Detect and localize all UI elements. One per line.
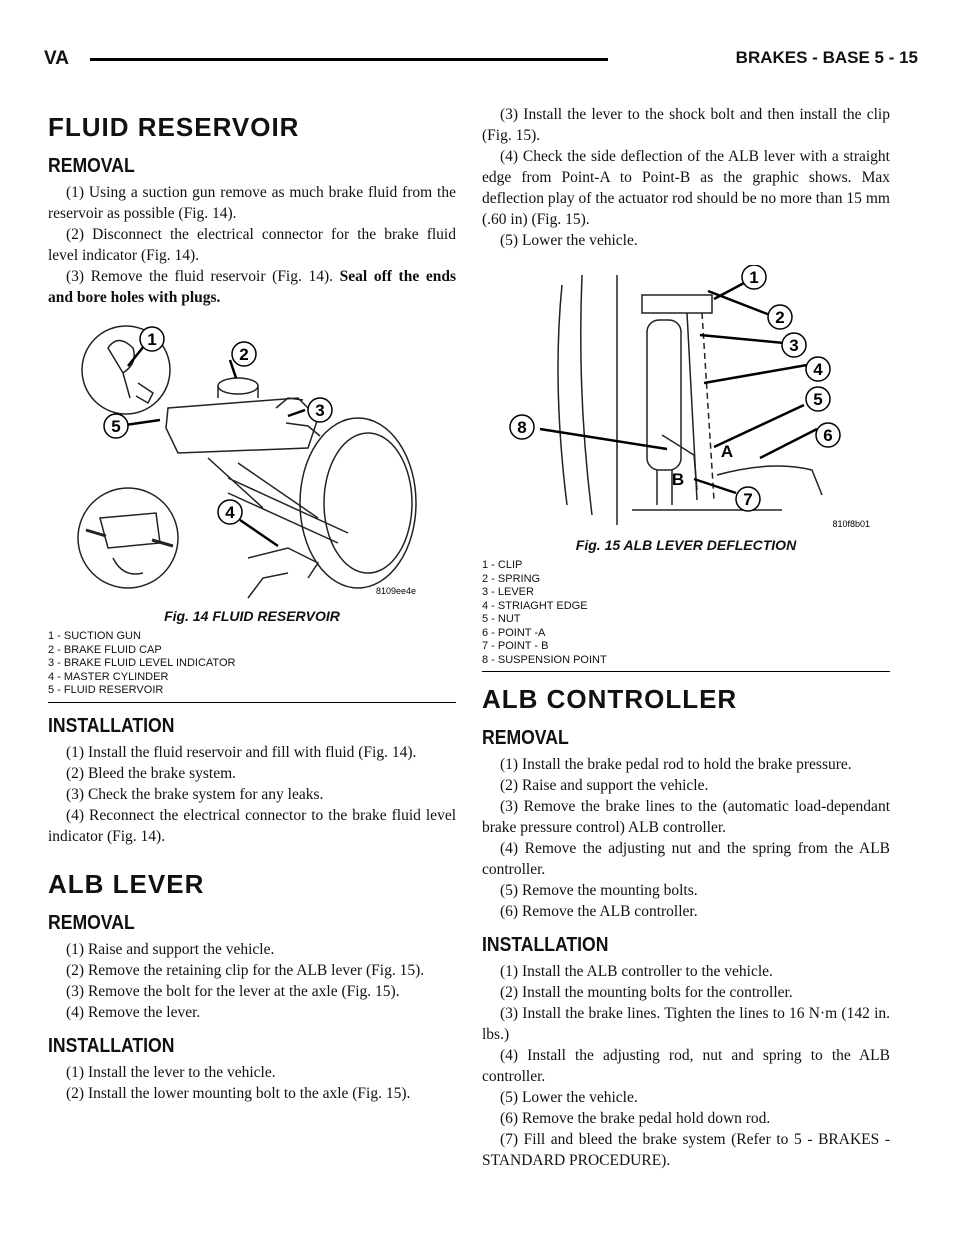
step: (4) Remove the lever. — [66, 1003, 201, 1021]
heading-installation: INSTALLATION — [48, 714, 175, 737]
callout-8: 8 — [517, 418, 527, 437]
step: (2) Install the lower mounting bolt to the axle (Fig. 15). — [66, 1084, 411, 1102]
callout-6: 6 — [823, 426, 833, 445]
callout-1: 1 — [749, 268, 759, 287]
legend-item: 6 - POINT -A — [482, 626, 546, 639]
figure-title: Fig. 14 FLUID RESERVOIR — [164, 608, 340, 624]
callout-4: 4 — [813, 360, 823, 379]
step: (3) Install the lever to the shock bolt and then install the clip (Fig. 15). — [482, 106, 890, 144]
alb-lever-illustration — [482, 265, 890, 531]
header-left: VA — [44, 48, 69, 69]
callout-5: 5 — [813, 390, 823, 409]
warning-text: Seal off the ends and bore holes with plugs. — [48, 268, 456, 306]
step: (5) Remove the mounting bolts. — [500, 882, 698, 899]
step: (3) Check the brake system for any leaks. — [66, 785, 324, 803]
step: (5) Lower the vehicle. — [500, 1089, 638, 1106]
callout-2: 2 — [239, 345, 249, 364]
heading-removal: REMOVAL — [48, 911, 135, 934]
step: (1) Install the brake pedal rod to hold the brake pressure. — [500, 756, 852, 773]
header-rule — [90, 58, 608, 61]
callout-4: 4 — [225, 503, 235, 522]
legend-item: 3 - BRAKE FLUID LEVEL INDICATOR — [48, 657, 236, 669]
page-header — [44, 44, 918, 74]
legend-item: 5 - FLUID RESERVOIR — [48, 684, 164, 696]
step: (1) Install the fluid reservoir and fill with fluid (Fig. 14). — [66, 743, 417, 761]
step: (4) Remove the adjusting nut and the spring from the ALB controller. — [482, 840, 890, 878]
heading-installation: INSTALLATION — [482, 934, 609, 956]
step: (3) Remove the fluid reservoir (Fig. 14). Seal off the ends and bore holes with plugs. — [48, 268, 456, 306]
legend-item: 1 - SUCTION GUN — [48, 630, 141, 642]
step: (3) Install the brake lines. Tighten the lines to 16 N·m (142 in. lbs.) — [482, 1005, 890, 1043]
figure-rule — [482, 671, 890, 672]
section-title-alb-controller: ALB CONTROLLER — [482, 684, 738, 714]
step: (1) Raise and support the vehicle. — [66, 940, 275, 958]
step: (2) Raise and support the vehicle. — [500, 777, 709, 794]
right-column — [482, 104, 890, 1171]
legend-item: 5 - NUT — [482, 613, 521, 625]
figure-15 — [482, 265, 890, 672]
step: (2) Bleed the brake system. — [66, 764, 237, 782]
step: (3) Remove the bolt for the lever at the axle (Fig. 15). — [66, 982, 400, 1000]
step: (1) Install the lever to the vehicle. — [66, 1063, 276, 1081]
step: (3) Remove the brake lines to the (automatic load-dependant brake pressure control) ALB controller. — [482, 798, 890, 836]
step: (2) Remove the retaining clip for the ALB lever (Fig. 15). — [66, 961, 425, 979]
point-a-label: A — [720, 442, 734, 461]
callout-3: 3 — [789, 336, 799, 355]
figure-code: 810f8b01 — [832, 519, 870, 529]
step: (4) Reconnect the electrical connector to the brake fluid level indicator (Fig. 14). — [48, 806, 456, 845]
legend-item: 4 - MASTER CYLINDER — [48, 670, 169, 683]
step: (6) Remove the ALB controller. — [500, 903, 698, 920]
step: (1) Using a suction gun remove as much brake fluid from the reservoir as possible (Fig. 14). — [48, 184, 456, 222]
legend-item: 3 - LEVER — [482, 586, 534, 598]
figure-14 — [48, 318, 456, 703]
figure-legend — [48, 630, 456, 698]
step: (5) Lower the vehicle. — [500, 232, 638, 249]
point-b-label: B — [671, 470, 685, 489]
fluid-reservoir-illustration — [48, 318, 456, 602]
step: (7) Fill and bleed the brake system (Refer to 5 - BRAKES - STANDARD PROCEDURE). — [482, 1131, 890, 1169]
callout-2: 2 — [775, 308, 785, 327]
heading-removal: REMOVAL — [482, 727, 569, 749]
step: (4) Install the adjusting rod, nut and spring to the ALB controller. — [482, 1047, 890, 1085]
legend-item: 7 - POINT - B — [482, 640, 549, 652]
step: (1) Install the ALB controller to the vehicle. — [500, 963, 773, 980]
legend-item: 4 - STRIAGHT EDGE — [482, 599, 588, 612]
callout-7: 7 — [743, 490, 753, 509]
header-right: BRAKES - BASE 5 - 15 — [735, 48, 918, 67]
step: (2) Disconnect the electrical connector for the brake fluid level indicator (Fig. 14). — [48, 226, 456, 264]
step: (2) Install the mounting bolts for the controller. — [500, 984, 793, 1001]
legend-item: 2 - SPRING — [482, 572, 541, 585]
figure-title: Fig. 15 ALB LEVER DEFLECTION — [575, 537, 797, 553]
figure-legend — [482, 559, 890, 667]
legend-item: 2 - BRAKE FLUID CAP — [48, 643, 162, 656]
heading-installation: INSTALLATION — [48, 1034, 175, 1057]
step: (6) Remove the brake pedal hold down rod. — [500, 1110, 771, 1127]
legend-item: 1 - CLIP — [482, 559, 523, 571]
callout-1: 1 — [147, 330, 157, 349]
left-column — [48, 100, 456, 1104]
figure-code: 8109ee4e — [375, 586, 416, 596]
heading-removal: REMOVAL — [48, 155, 135, 177]
figure-rule — [48, 702, 456, 703]
section-title-fluid-reservoir: FLUID RESERVOIR — [48, 112, 300, 142]
section-title-alb-lever: ALB LEVER — [48, 868, 205, 899]
callout-5: 5 — [111, 417, 121, 436]
legend-item: 8 - SUSPENSION POINT — [482, 653, 607, 666]
step: (4) Check the side deflection of the ALB lever with a straight edge from Point-A to Point-B as the graphic shows. Max deflection play of the actuator rod should be no more than 15 mm (.60 in) (Fig. 15). — [482, 148, 890, 228]
callout-3: 3 — [315, 401, 325, 420]
